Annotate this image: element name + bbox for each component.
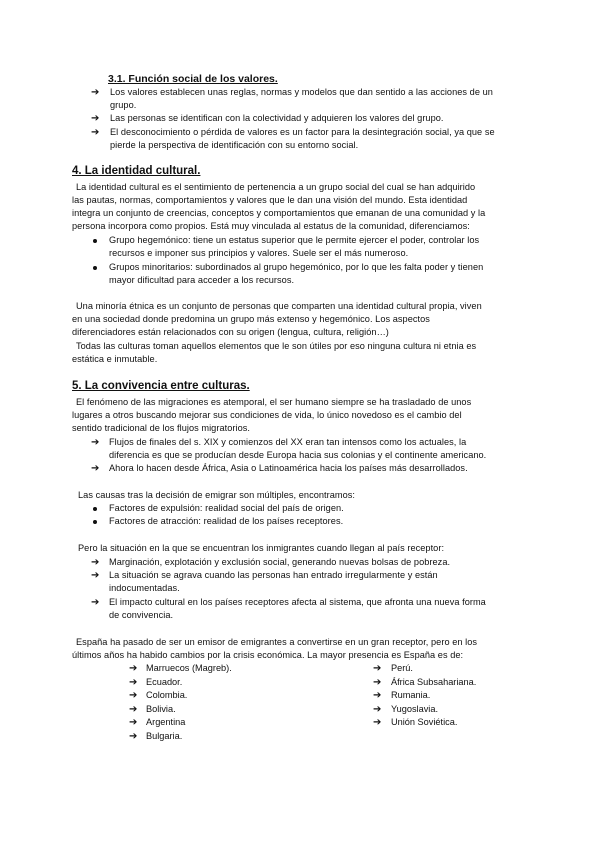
list-item-text: pierde la perspectiva de identificación con su entorno social.: [110, 140, 359, 150]
arrow-icon: ➔: [129, 663, 138, 674]
list-item: Bulgaria.: [146, 731, 183, 741]
list-item-text: Marginación, explotación y exclusión social, generando nuevas bolsas de pobreza.: [109, 557, 451, 567]
paragraph-line: persona incorpora como propios. Está muy vinculada al estatus de la comunidad, diferenciamos:: [72, 221, 470, 231]
list-item-text: indocumentadas.: [109, 583, 180, 593]
section-heading: 4. La identidad cultural.: [72, 165, 201, 177]
list-item: Bolivia.: [146, 704, 176, 714]
paragraph-line: España ha pasado de ser un emisor de emigrantes a convertirse en un gran receptor, pero en los: [76, 637, 478, 647]
arrow-icon: ➔: [91, 570, 100, 581]
list-item: Yugoslavia.: [391, 704, 438, 714]
arrow-icon: ➔: [373, 717, 382, 728]
paragraph-line: en una sociedad donde predomina un grupo más extenso y hegemónico. Los aspectos: [72, 314, 430, 324]
arrow-icon: ➔: [129, 690, 138, 701]
paragraph-line: las pautas, normas, comportamientos y valores que le dan una visión del mundo. Esta identidad: [72, 195, 468, 205]
paragraph-line: Pero la situación en la que se encuentran los inmigrantes cuando llegan al país receptor:: [78, 543, 445, 553]
paragraph-line: Una minoría étnica es un conjunto de personas que comparten una identidad cultural propia, viven: [76, 301, 482, 311]
arrow-icon: ➔: [91, 597, 100, 608]
list-item: Colombia.: [146, 690, 188, 700]
list-item: Ecuador.: [146, 677, 183, 687]
list-item-text: Factores de expulsión: realidad social del país de origen.: [109, 503, 344, 513]
list-item-text: Factores de atracción: realidad de los países receptores.: [109, 516, 344, 526]
arrow-icon: ➔: [91, 557, 100, 568]
paragraph-line: lugares a otros buscando mejorar sus condiciones de vida, lo único novedoso es el cambio del: [72, 410, 462, 420]
arrow-icon: ➔: [91, 87, 100, 98]
arrow-icon: ➔: [129, 717, 138, 728]
arrow-icon: ➔: [91, 437, 100, 448]
list-item: Perú.: [391, 663, 413, 673]
arrow-icon: ➔: [91, 463, 100, 474]
list-item-text: recursos e imponer sus principios y valores. Suele ser el más numeroso.: [109, 248, 409, 258]
list-item: Marruecos (Magreb).: [146, 663, 232, 673]
arrow-icon: ➔: [373, 677, 382, 688]
list-item-text: grupo.: [110, 100, 137, 110]
paragraph-line: La identidad cultural es el sentimiento de pertenencia a un grupo social del cual se han adquirido: [76, 182, 476, 192]
paragraph-line: integra un conjunto de creencias, conceptos y comportamientos que emanan de una comunidad y la: [72, 208, 486, 218]
arrow-icon: ➔: [373, 690, 382, 701]
list-item-text: Flujos de finales del s. XIX y comienzos del XX eran tan intensos como los actuales, la: [109, 437, 467, 447]
list-item-text: Ahora lo hacen desde África, Asia o Latinoamérica hacia los países más desarrollados.: [109, 463, 468, 473]
bullet-icon: [93, 266, 97, 270]
paragraph-line: Las causas tras la decisión de emigrar son múltiples, encontramos:: [78, 490, 356, 500]
arrow-icon: ➔: [373, 704, 382, 715]
list-item-text: Grupos minoritarios: subordinados al grupo hegemónico, por lo que les falta poder y tienen: [109, 262, 484, 272]
list-item-text: El desconocimiento o pérdida de valores es un factor para la desintegración social, ya que se: [110, 127, 495, 137]
arrow-icon: ➔: [373, 663, 382, 674]
list-item-text: de convivencia.: [109, 610, 174, 620]
bullet-icon: [93, 520, 97, 524]
paragraph-line: estática e inmutable.: [72, 354, 158, 364]
list-item: Unión Soviética.: [391, 717, 458, 727]
list-item-text: La situación se agrava cuando las personas han entrado irregularmente y están: [109, 570, 438, 580]
paragraph-line: últimos años ha habido cambios por la crisis económica. La mayor presencia es España es de:: [72, 650, 464, 660]
list-item-text: Los valores establecen unas reglas, normas y modelos que dan sentido a las acciones de un: [110, 87, 493, 97]
list-item-text: diferencia es que se producían desde Europa hacia sus colonias y el continente americano.: [109, 450, 487, 460]
paragraph-line: diferenciadores están relacionados con su origen (lengua, cultura, religión…): [72, 327, 389, 337]
list-item-text: Grupo hegemónico: tiene un estatus superior que le permite ejercer el poder, controlar los: [109, 235, 480, 245]
arrow-icon: ➔: [129, 731, 138, 742]
bullet-icon: [93, 507, 97, 511]
section-heading: 3.1. Función social de los valores.: [108, 73, 278, 85]
arrow-icon: ➔: [129, 677, 138, 688]
arrow-icon: ➔: [129, 704, 138, 715]
paragraph-line: sentido tradicional de los flujos migratorios.: [72, 423, 250, 433]
arrow-icon: ➔: [91, 127, 100, 138]
list-item: Argentina: [146, 717, 186, 727]
list-item: África Subsahariana.: [391, 677, 477, 687]
list-item-text: Las personas se identifican con la colectividad y adquieren los valores del grupo.: [110, 113, 444, 123]
arrow-icon: ➔: [91, 113, 100, 124]
bullet-icon: [93, 239, 97, 243]
list-item-text: mayor dificultad para acceder a los recursos.: [109, 275, 295, 285]
list-item: Rumania.: [391, 690, 431, 700]
section-heading: 5. La convivencia entre culturas.: [72, 380, 250, 392]
paragraph-line: El fenómeno de las migraciones es atemporal, el ser humano siempre se ha trasladado de unos: [76, 397, 472, 407]
list-item-text: El impacto cultural en los países receptores afecta al sistema, que afronta una nueva forma: [109, 597, 486, 607]
paragraph-line: Todas las culturas toman aquellos elementos que le son útiles por eso ninguna cultura ni etnia es: [76, 341, 477, 351]
